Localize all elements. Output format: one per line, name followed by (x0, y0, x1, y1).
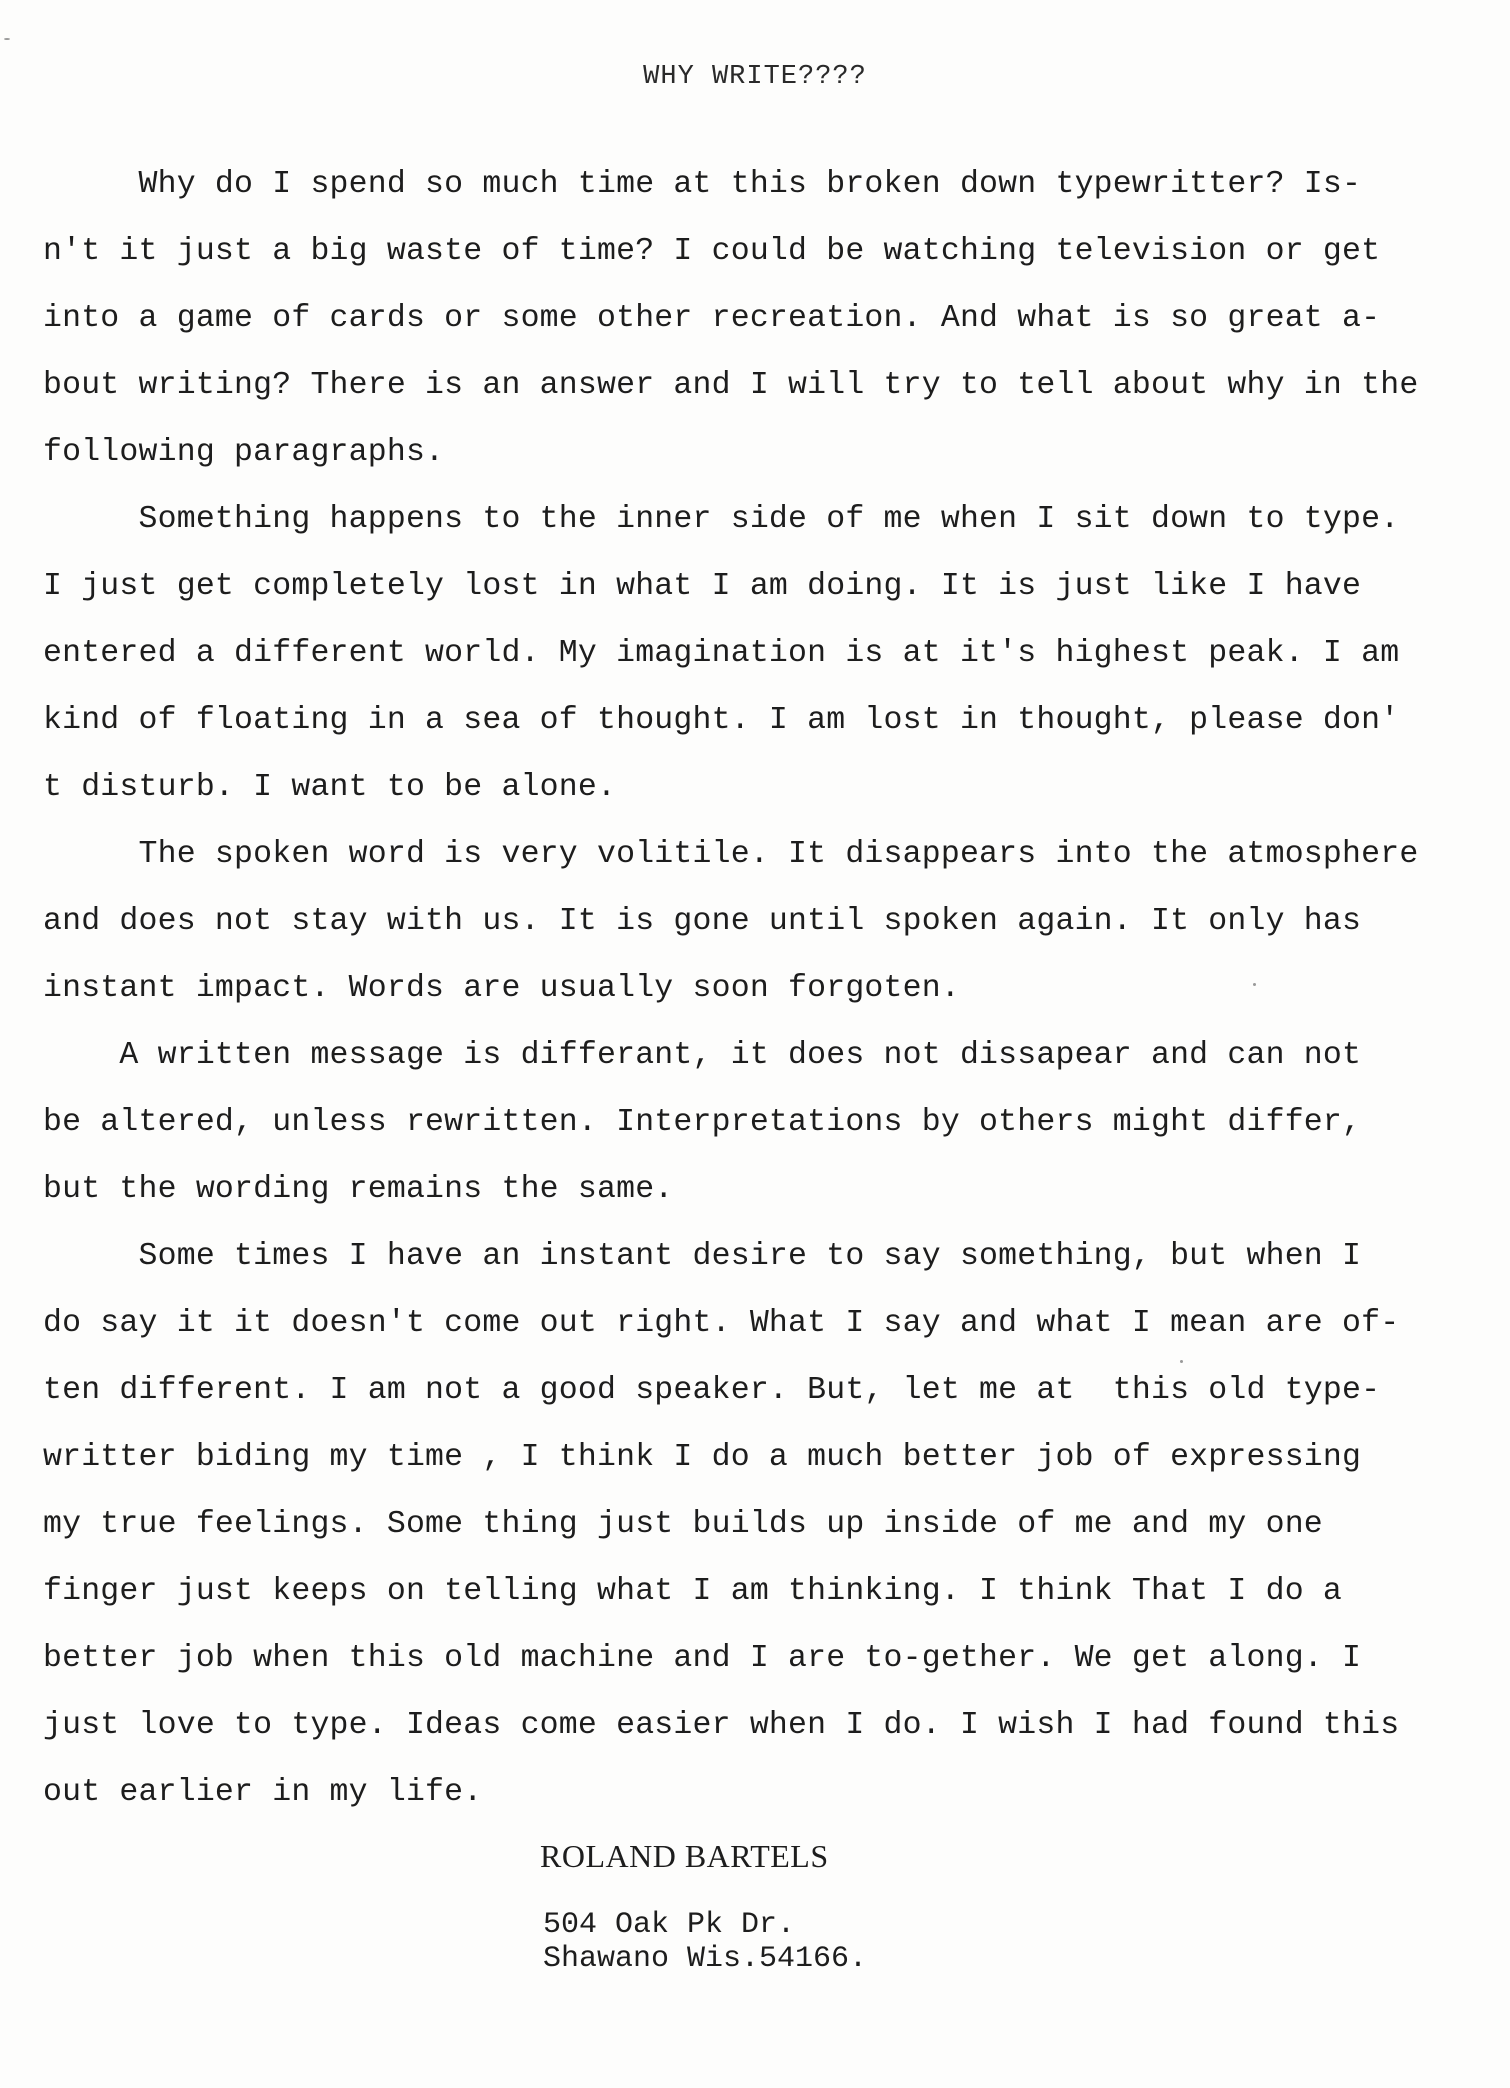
body-line: but the wording remains the same. (43, 1172, 674, 1207)
body-line: ten different. I am not a good speaker. But, let me at this old type- (43, 1373, 1381, 1408)
body-line: A written message is differant, it does not dissapear and can not (43, 1038, 1362, 1073)
body-line: just love to type. Ideas come easier when I do. I wish I had found this (43, 1708, 1400, 1743)
body-line: entered a different world. My imagination is at it's highest peak. I am (43, 636, 1400, 671)
body-line: t disturb. I want to be alone. (43, 770, 617, 805)
body-line: finger just keeps on telling what I am thinking. I think That I do a (43, 1574, 1343, 1609)
paper-speck (4, 38, 10, 40)
body-line: bout writing? There is an answer and I will try to tell about why in the (43, 368, 1419, 403)
body-line: Something happens to the inner side of me when I sit down to type. (43, 502, 1400, 537)
body-line: be altered, unless rewritten. Interpretations by others might differ, (43, 1105, 1362, 1140)
page-title: WHY WRITE???? (643, 62, 867, 92)
body-line: and does not stay with us. It is gone until spoken again. It only has (43, 904, 1362, 939)
body-line: writter biding my time , I think I do a much better job of expressing (43, 1440, 1362, 1475)
address-line: Shawano Wis.54166. (543, 1942, 868, 1976)
body-line: kind of floating in a sea of thought. I am lost in thought, please don' (43, 703, 1400, 738)
address-line: 504 Oak Pk Dr. (543, 1908, 796, 1942)
body-line: Why do I spend so much time at this broken down typewritter? Is- (43, 167, 1362, 202)
body-line: Some times I have an instant desire to say something, but when I (43, 1239, 1362, 1274)
paper-speck (1253, 983, 1256, 986)
body-line: into a game of cards or some other recreation. And what is so great a- (43, 301, 1381, 336)
body-line: do say it it doesn't come out right. What I say and what I mean are of- (43, 1306, 1400, 1341)
body-line: instant impact. Words are usually soon forgoten. (43, 971, 960, 1006)
body-line: n't it just a big waste of time? I could be watching television or get (43, 234, 1381, 269)
author-signature: ROLAND BARTELS (540, 1838, 829, 1874)
body-line: following paragraphs. (43, 435, 445, 470)
body-line: The spoken word is very volitile. It disappears into the atmosphere (43, 837, 1419, 872)
body-line: better job when this old machine and I are to-gether. We get along. I (43, 1641, 1362, 1676)
body-line: I just get completely lost in what I am doing. It is just like I have (43, 569, 1362, 604)
body-line: out earlier in my life. (43, 1775, 483, 1810)
paper-speck (1180, 1360, 1183, 1363)
body-line: my true feelings. Some thing just builds up inside of me and my one (43, 1507, 1323, 1542)
